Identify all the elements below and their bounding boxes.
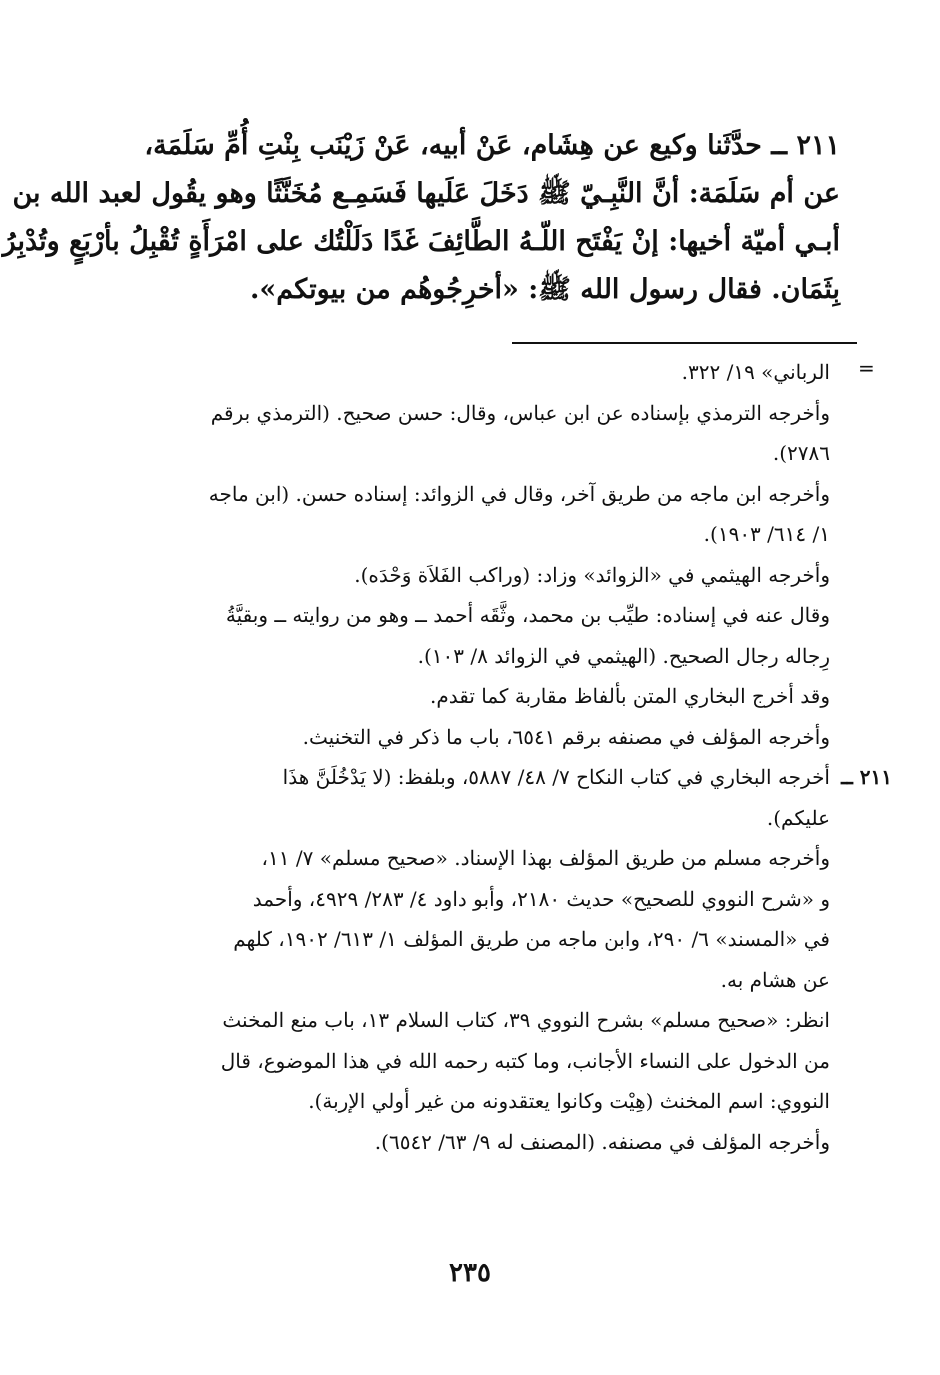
footnote-line: انظر: «صحيح مسلم» بشرح النووي ٣٩، كتاب السلام ١٣، باب منع المخنث: [222, 1008, 830, 1032]
hadith-line: ٢١١ ــ حدَّثَنا وكيع عن هِشَام، عَنْ أبيه، عَنْ زَيْنَب بِنْتِ أُمِّ سَلَمَة،: [144, 130, 840, 161]
page-number: ٢٣٥: [449, 1258, 491, 1288]
footnote-line: وأخرجه الترمذي بإسناده عن ابن عباس، وقال: حسن صحيح. (الترمذي برقم: [210, 400, 830, 425]
footnote-line: ٢٧٨٦).: [772, 441, 830, 465]
footnote-line: في «المسند» ٦/ ٢٩٠، وابن ماجه من طريق المؤلف ١/ ٦١٣/ ١٩٠٢، كلهم: [233, 927, 830, 951]
footnotes: [100, 352, 892, 1162]
hadith-text: [2, 122, 840, 314]
footnote-line: رِجاله رجال الصحيح. (الهيثمي في الزوائد ٨/ ١٠٣).: [417, 643, 830, 668]
hadith-line: عن أم سَلَمَة: أنَّ النَّبِـيّ ﷺ دَخَلَ عَلَيها فَسَمِـع مُخَنَّثًا وهو يقُول لعبد الله بن: [12, 178, 840, 209]
footnote-line: و «شرح النووي للصحيح» حديث ٢١٨٠، وأبو داود ٤/ ٢٨٣/ ٤٩٢٩، وأحمد: [252, 886, 830, 911]
footnote-line: عن هشام به.: [720, 967, 830, 992]
footnote-line: من الدخول على النساء الأجانب، وما كتبه رحمه الله في هذا الموضوع، قال: [220, 1048, 830, 1073]
continuation-mark: =: [858, 356, 875, 380]
footnote-line: وأخرجه المؤلف في مصنفه برقم ٦٥٤١، باب ما ذكر في التخنيث.: [302, 724, 830, 749]
footnote-line: وأخرجه المؤلف في مصنفه. (المصنف له ٩/ ٦٣/ ٦٥٤٢).: [374, 1129, 830, 1154]
footnote-line: وقال عنه في إسناده: طيِّب بن محمد، وثَّقَه أحمد ــ وهو من روايته ــ وبقيَّةُ: [225, 603, 830, 627]
hadith-line: أبـي أميّة أخيها: إنْ يَفْتَح اللّـهُ الطَّائِفَ غَدًا دَلَلْتُك على امْرَأَةٍ تُقْبِلُ بأرْبَعٍ وتُدْبِرُ: [2, 226, 840, 257]
footnote-line: وأخرجه ابن ماجه من طريق آخر، وقال في الزوائد: إسناده حسن. (ابن ماجه: [208, 481, 830, 506]
footnote-line: النووي: اسم المخنث (هِيْت وكانوا يعتقدونه من غير أولي الإربة).: [308, 1089, 830, 1113]
footnote-211-first-line: [100, 757, 892, 798]
footnote-line: عليكم).: [766, 805, 830, 830]
footnote-separator: [512, 342, 857, 344]
footnote-line: وأخرجه الهيثمي في «الزوائد» وزاد: (وراكب الفَلاَة وَحْدَه).: [354, 562, 830, 587]
footnote-line: الرباني» ١٩/ ٣٢٢.: [681, 360, 830, 384]
footnote-line: وأخرجه مسلم من طريق المؤلف بهذا الإسناد. «صحيح مسلم» ٧/ ١١،: [261, 846, 830, 870]
footnote-line: وقد أخرج البخاري المتن بألفاظ مقاربة كما تقدم.: [430, 684, 830, 708]
footnote-number: ٢١١ ــ: [841, 765, 892, 789]
footnote-line: ١/ ٦١٤/ ١٩٠٣).: [703, 522, 830, 546]
footnote-line-text: أخرجه البخاري في كتاب النكاح ٧/ ٤٨/ ٥٨٨٧، وبلفظ: (لا يَدْخُلَنَّ هذَا: [282, 765, 830, 789]
hadith-line: بِثَمَان. فقال رسول الله ﷺ: «أخرِجُوهُم من بيوتكم».: [250, 274, 840, 305]
